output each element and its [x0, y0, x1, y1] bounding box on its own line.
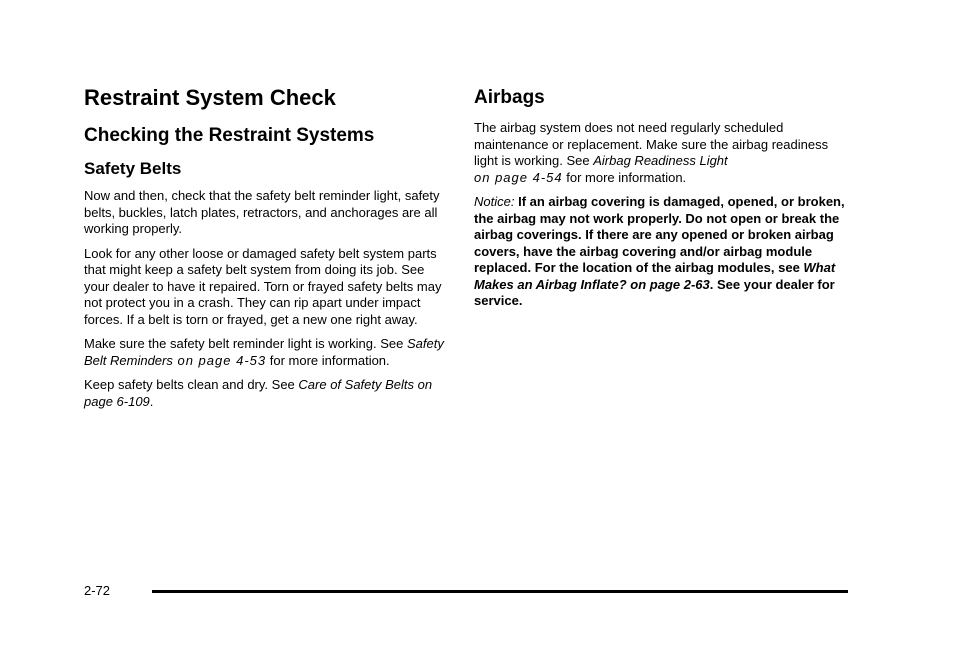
what-makes-an-airbag-inflate-link[interactable]: What Makes an Airbag Inflate? on page 2‑63 — [474, 260, 836, 292]
clean-text-pre: Keep safety belts clean and dry. See — [84, 377, 299, 392]
paragraph-airbag-maintenance — [474, 120, 852, 186]
footer-rule — [152, 590, 848, 593]
section-title-airbags: Airbags — [474, 87, 545, 108]
airbag-readiness-light-link[interactable]: Airbag Readiness Light — [593, 153, 728, 168]
reminder-text-post: for more information. — [266, 352, 390, 368]
notice-text-post: . See your dealer for service. — [474, 276, 835, 308]
safety-belt-reminders-link[interactable]: Safety Belt Reminders — [84, 336, 444, 368]
care-of-safety-belts-link[interactable]: Care of Safety Belts on page 6‑109 — [84, 377, 433, 409]
airbag-text-pre: The airbag system does not need regularly scheduled maintenance or replacement. Make sure the airbag readiness light is working. See — [474, 120, 829, 168]
reminder-text-pre: Make sure the safety belt reminder light is working. See — [84, 336, 407, 351]
notice-label: Notice: — [474, 194, 515, 209]
page-title: Restraint System Check — [84, 85, 336, 110]
paragraph-clean-belts — [84, 377, 452, 410]
airbag-text-post: for more information. — [562, 169, 687, 185]
safety-belt-reminders-page[interactable]: on page 4‑53 — [172, 352, 267, 368]
notice-paragraph — [474, 194, 852, 310]
sub-title-safety-belts: Safety Belts — [84, 159, 182, 178]
left-column — [84, 84, 452, 418]
paragraph-reminder-light — [84, 336, 452, 369]
right-column — [474, 86, 852, 318]
notice-text: If an airbag covering is damaged, opened, or broken, the airbag may not work properly. Do not open or break the airbag coverings. If there are any opened or broken airbag covers, have the airbag covering and/or airbag module replaced. For the location of the airbag modules, see — [474, 194, 845, 275]
airbag-readiness-light-page[interactable]: on page 4‑54 — [474, 169, 563, 185]
page-number: 2-72 — [84, 583, 111, 598]
clean-text-post: . — [149, 393, 154, 409]
paragraph-check-belts: Now and then, check that the safety belt reminder light, safety belts, buckles, latch plates, retractors, and anchorages are all working properly. — [84, 188, 440, 236]
paragraph-damaged-parts: Look for any other loose or damaged safety belt system parts that might keep a safety belt system from doing its job. See your dealer to have it repaired. Torn or frayed safety belts may not protect you in a crash. They can rip apart under impact forces. If a belt is torn or frayed, get a new one right away. — [84, 245, 442, 327]
section-title-checking: Checking the Restraint Systems — [84, 125, 375, 146]
